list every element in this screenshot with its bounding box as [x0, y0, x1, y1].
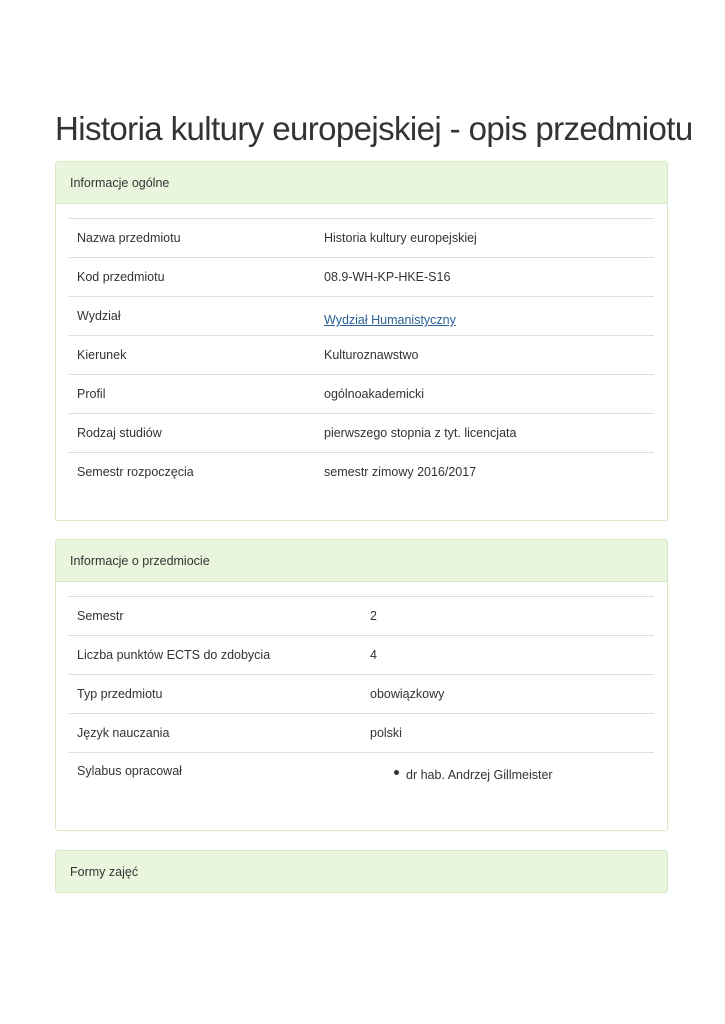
subject-info-panel: [55, 539, 668, 831]
page-title: Historia kultury europejskiej - opis przedmiotu: [55, 110, 693, 147]
table-row: [69, 219, 654, 258]
row-value: [362, 753, 654, 803]
row-value: ogólnoakademicki: [316, 375, 654, 414]
row-value: polski: [362, 714, 654, 753]
subject-info-heading: Informacje o przedmiocie: [56, 540, 667, 582]
row-value: Historia kultury europejskiej: [316, 219, 654, 258]
table-row: [69, 453, 654, 492]
row-label: Rodzaj studiów: [69, 414, 316, 453]
authors-list: [370, 764, 646, 782]
row-label: Wydział: [69, 297, 316, 336]
table-row: [69, 297, 654, 336]
faculty-link[interactable]: Wydział Humanistyczny: [324, 313, 456, 327]
subject-info-table: [69, 596, 654, 802]
row-label: Liczba punktów ECTS do zdobycia: [69, 636, 362, 675]
table-row: [69, 753, 654, 803]
row-label: Kod przedmiotu: [69, 258, 316, 297]
row-value: pierwszego stopnia z tyt. licencjata: [316, 414, 654, 453]
row-label: Sylabus opracował: [69, 753, 362, 803]
row-value: semestr zimowy 2016/2017: [316, 453, 654, 492]
row-label: Język nauczania: [69, 714, 362, 753]
row-value: Kulturoznawstwo: [316, 336, 654, 375]
table-row: [69, 336, 654, 375]
row-value: obowiązkowy: [362, 675, 654, 714]
row-value: 2: [362, 597, 654, 636]
table-row: [69, 414, 654, 453]
class-forms-panel: [55, 850, 668, 893]
row-label: Profil: [69, 375, 316, 414]
row-label: Semestr: [69, 597, 362, 636]
table-row: [69, 375, 654, 414]
general-info-panel: [55, 161, 668, 521]
row-value: [316, 297, 654, 336]
table-row: [69, 597, 654, 636]
table-row: [69, 258, 654, 297]
table-row: [69, 714, 654, 753]
row-value: 4: [362, 636, 654, 675]
row-label: Typ przedmiotu: [69, 675, 362, 714]
general-info-heading: Informacje ogólne: [56, 162, 667, 204]
row-label: Semestr rozpoczęcia: [69, 453, 316, 492]
row-label: Kierunek: [69, 336, 316, 375]
list-item: dr hab. Andrzej Gillmeister: [398, 764, 646, 782]
row-value: 08.9-WH-KP-HKE-S16: [316, 258, 654, 297]
general-info-table: [69, 218, 654, 491]
table-row: [69, 675, 654, 714]
table-row: [69, 636, 654, 675]
class-forms-heading: Formy zajęć: [56, 851, 667, 892]
row-label: Nazwa przedmiotu: [69, 219, 316, 258]
